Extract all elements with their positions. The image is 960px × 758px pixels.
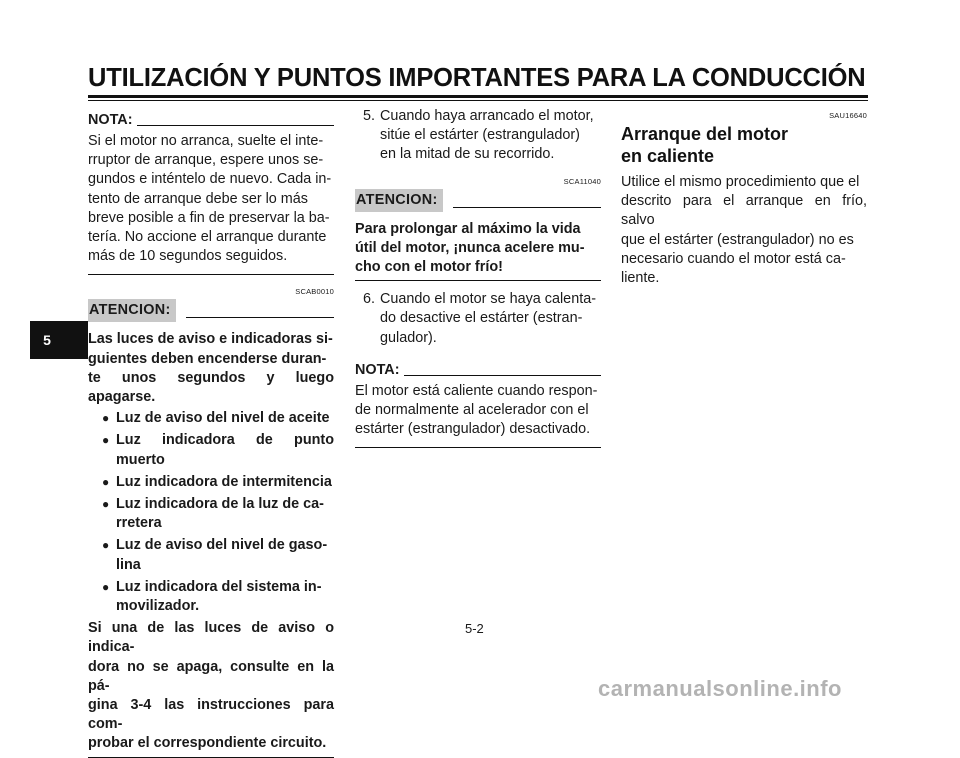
- warning-line: Las luces de aviso e indicadoras si-: [88, 331, 333, 348]
- chapter-number: 5: [43, 332, 51, 348]
- warning-heading: [88, 298, 334, 322]
- step-line: sitúe el estárter (estrangulador): [380, 127, 580, 144]
- section-title-line: en caliente: [621, 146, 715, 166]
- note-heading: [355, 358, 601, 380]
- page-number: 5-2: [465, 621, 484, 636]
- warning-line: guientes deben encenderse duran-: [88, 350, 327, 367]
- list-item: [102, 536, 334, 574]
- list-item: [102, 431, 334, 469]
- section-title: [621, 123, 867, 167]
- bullet-icon: ●: [102, 411, 110, 426]
- bullet-icon: ●: [102, 497, 110, 512]
- list-item-text: lina: [116, 556, 141, 573]
- warning-line: gina 3-4 las instrucciones para com-: [88, 697, 334, 733]
- list-item-text: Luz indicadora del sistema in-: [116, 578, 322, 595]
- step-line: en la mitad de su recorrido.: [380, 146, 555, 163]
- body-line: liente.: [621, 270, 660, 287]
- warning-code: SCA11040: [563, 176, 601, 186]
- note-label: NOTA:: [355, 361, 400, 378]
- note-text: [355, 382, 601, 440]
- note-heading: [88, 108, 334, 130]
- section-code: SAU16640: [829, 111, 867, 120]
- warning-rule: [453, 207, 601, 208]
- note-line: Si el motor no arranca, suelte el inte-: [88, 133, 324, 149]
- note-line: más de 10 segundos seguidos.: [88, 248, 288, 265]
- warning-label: ATENCION:: [88, 299, 176, 322]
- indicator-list: [88, 409, 334, 616]
- note-line: estárter (estrangulador) desactivado.: [355, 421, 591, 438]
- bullet-icon: ●: [102, 474, 110, 489]
- warning-line: Para prolongar al máximo la vida: [355, 220, 581, 237]
- warning-rule: [186, 317, 334, 318]
- warning-line: dora no se apaga, consulte en la pá-: [88, 658, 334, 694]
- bullet-icon: ●: [102, 579, 110, 594]
- step-number: 5.: [363, 108, 376, 124]
- list-item-text: Luz indicadora de la luz de ca-: [116, 496, 324, 513]
- warning-intro: [88, 330, 334, 407]
- note-text: [88, 132, 334, 266]
- section-title-line: Arranque del motor: [621, 124, 789, 144]
- column-right: [621, 105, 867, 288]
- warning-text: [355, 220, 601, 278]
- body-line: descrito para el arranque en frío, salvo: [621, 193, 867, 229]
- list-item-text: movilizador.: [116, 598, 200, 615]
- list-item-text: Luz de aviso del nivel de gaso-: [116, 537, 328, 554]
- list-item: [102, 578, 334, 616]
- warning-outro: [88, 619, 334, 753]
- step-line: do desactive el estárter (estran-: [380, 310, 583, 327]
- column-middle: [355, 105, 601, 448]
- column-left: [88, 105, 334, 758]
- header-rule: [88, 95, 868, 98]
- warning-code: SCAB0010: [295, 287, 334, 297]
- body-line: necesario cuando el motor está ca-: [621, 250, 846, 267]
- note-line: tento de arranque debe ser lo más: [88, 190, 308, 207]
- warning-line: probar el correspondiente circuito.: [88, 735, 327, 752]
- warning-line: te unos segundos y luego apagarse.: [88, 369, 334, 406]
- body-line: Utilice el mismo procedimiento que el: [621, 174, 860, 190]
- note-rule: [404, 375, 602, 376]
- warning-line: cho con el motor frío!: [355, 259, 503, 276]
- header-rule-thin: [88, 100, 868, 101]
- list-item-text: Luz de aviso del nivel de aceite: [116, 410, 330, 427]
- note-line: rruptor de arranque, espere unos se-: [88, 152, 324, 169]
- bullet-icon: ●: [102, 538, 110, 553]
- note-line: de normalmente al acelerador con el: [355, 402, 589, 419]
- list-item: [102, 495, 334, 533]
- note-rule: [137, 125, 335, 126]
- body-line: que el estárter (estrangulador) no es: [621, 231, 854, 248]
- bullet-icon: ●: [102, 433, 110, 448]
- section-body: [621, 173, 867, 288]
- step-6: [355, 290, 601, 348]
- watermark: carmanualsonline.info: [598, 676, 842, 701]
- note-line: gundos e inténtelo de nuevo. Cada in-: [88, 171, 332, 188]
- list-item-text: Luz indicadora de punto muerto: [116, 432, 334, 468]
- step-line: Cuando el motor se haya calenta-: [380, 291, 596, 308]
- step-line: Cuando haya arrancado el motor,: [380, 108, 594, 124]
- note-end-rule: [88, 274, 334, 275]
- note-end-rule: [355, 447, 601, 448]
- list-item: [102, 409, 334, 428]
- page-header-title: UTILIZACIÓN Y PUNTOS IMPORTANTES PARA LA CONDUCCIÓN: [88, 64, 866, 92]
- step-line: gulador).: [380, 329, 437, 346]
- warning-label: ATENCION:: [355, 189, 443, 212]
- warning-line: útil del motor, ¡nunca acelere mu-: [355, 239, 585, 256]
- list-item-text: Luz indicadora de intermitencia: [116, 473, 332, 490]
- note-line: El motor está caliente cuando respon-: [355, 382, 598, 399]
- list-item-text: rretera: [116, 515, 162, 532]
- note-line: tería. No accione el arranque durante: [88, 229, 327, 246]
- list-item: [102, 473, 334, 492]
- note-line: breve posible a fin de preservar la ba-: [88, 209, 330, 226]
- note-label: NOTA:: [88, 111, 133, 128]
- warning-line: Si una de las luces de aviso o indica-: [88, 620, 334, 656]
- warning-heading: [355, 188, 601, 212]
- step-5: [355, 107, 601, 165]
- chapter-tab: [30, 321, 88, 359]
- step-number: 6.: [363, 291, 376, 308]
- warning-end-rule: [355, 280, 601, 281]
